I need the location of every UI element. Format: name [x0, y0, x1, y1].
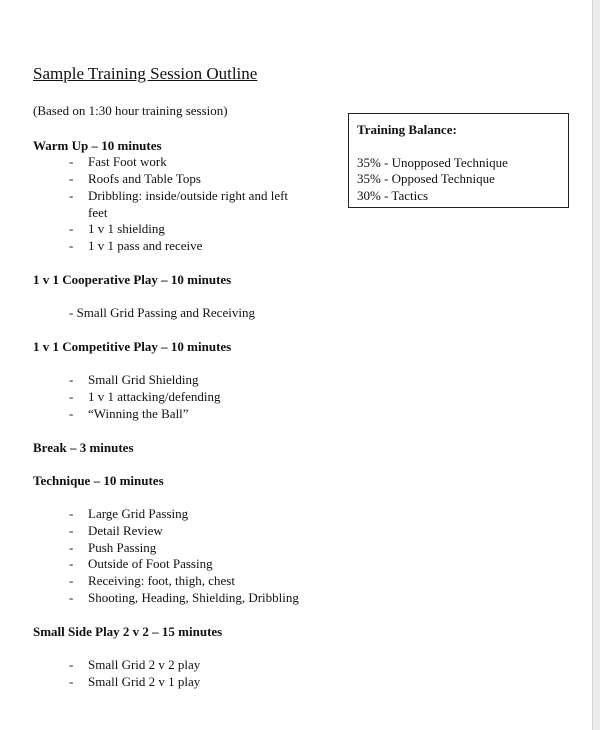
training-balance-title: Training Balance: [357, 122, 457, 137]
list-item: - “Winning the Ball” [69, 406, 189, 421]
section-heading-break: Break – 3 minutes [33, 440, 134, 455]
list-item: - Large Grid Passing [69, 506, 189, 521]
balance-line: 35% - Opposed Technique [357, 171, 495, 186]
list-item: - Small Grid Shielding [69, 372, 199, 387]
section-heading-technique: Technique – 10 minutes [33, 473, 164, 488]
list-item: - Small Grid 2 v 1 play [69, 674, 201, 689]
section-heading-warmup: Warm Up – 10 minutes [33, 138, 162, 153]
list-item: - Shooting, Heading, Shielding, Dribbling [69, 590, 299, 605]
section-heading-cooperative: 1 v 1 Cooperative Play – 10 minutes [33, 272, 232, 287]
session-note: (Based on 1:30 hour training session) [33, 103, 228, 118]
list-item: - Detail Review [69, 523, 163, 538]
list-item: - 1 v 1 attacking/defending [69, 389, 221, 404]
list-item: - Small Grid 2 v 2 play [69, 657, 201, 672]
list-item: - Push Passing [69, 540, 157, 555]
list-item: - Dribbling: inside/outside right and left [69, 188, 289, 203]
balance-line: 30% - Tactics [357, 188, 429, 203]
list-item: - Small Grid Passing and Receiving [69, 305, 255, 320]
balance-line: 35% - Unopposed Technique [357, 155, 508, 170]
list-item: - 1 v 1 shielding [69, 221, 165, 236]
section-heading-competitive: 1 v 1 Competitive Play – 10 minutes [33, 339, 232, 354]
page-title: Sample Training Session Outline [33, 64, 258, 83]
list-item-continuation: feet [88, 205, 108, 220]
training-balance-box [348, 113, 569, 208]
list-item: - 1 v 1 pass and receive [69, 238, 203, 253]
list-item: - Roofs and Table Tops [69, 171, 201, 186]
list-item: - Outside of Foot Passing [69, 556, 213, 571]
list-item: - Fast Foot work [69, 154, 167, 169]
section-heading-small-side: Small Side Play 2 v 2 – 15 minutes [33, 624, 223, 639]
list-item: - Receiving: foot, thigh, chest [69, 573, 235, 588]
